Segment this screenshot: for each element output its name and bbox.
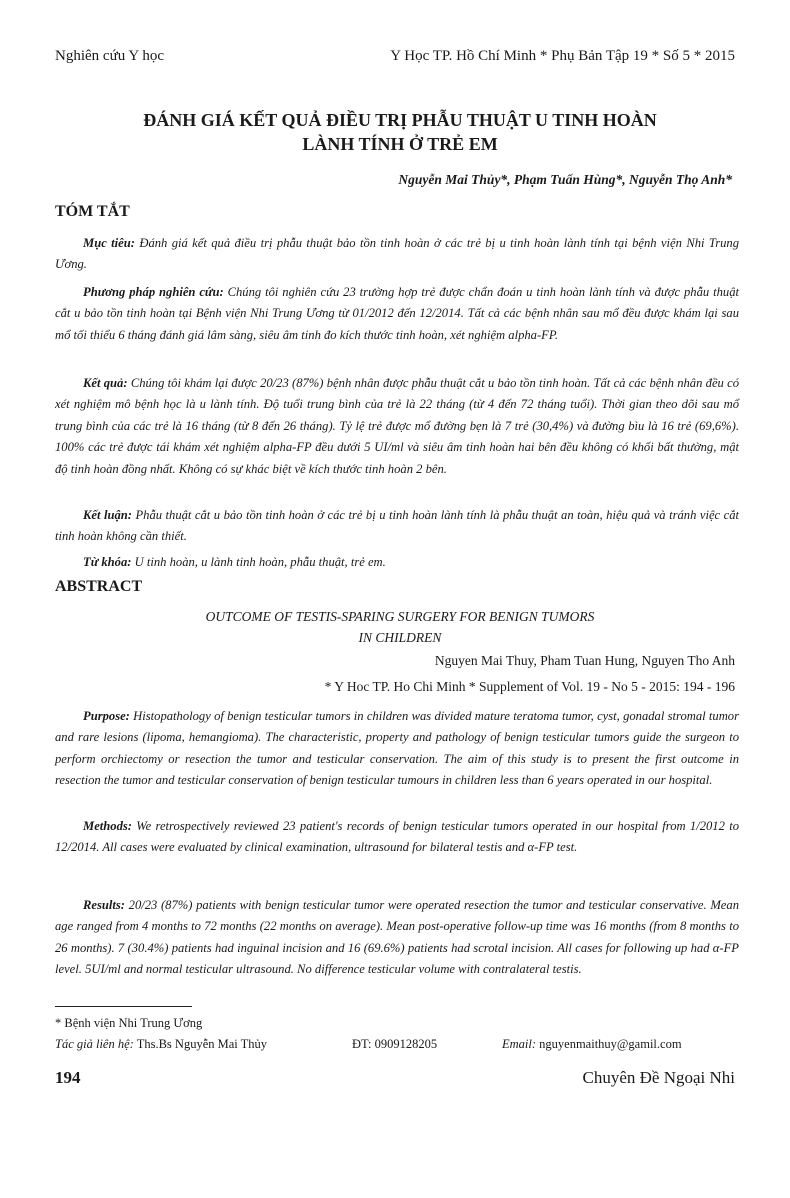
authors-en: Nguyen Mai Thuy, Pham Tuan Hung, Nguyen Tho Anh (434, 653, 735, 668)
summary-methods (55, 282, 739, 346)
contact-label: Tác giả liên hệ: (55, 1037, 134, 1051)
para-text: We retrospectively reviewed 23 patient's records of benign testicular tumors operated in our hospital from 1/2012 to 12/2014. All cases were evaluated by clinical examination, ultrasound for bilateral testis and α-FP test. (55, 819, 739, 855)
para-label: Từ khóa: (83, 555, 132, 569)
summary-objective (55, 233, 739, 276)
para-label: Phương pháp nghiên cứu: (83, 285, 224, 299)
para-text: U tinh hoàn, u lành tinh hoàn, phẫu thuật, trẻ em. (131, 555, 386, 569)
contact-name: Ths.Bs Nguyễn Mai Thủy (136, 1037, 268, 1051)
citation: * Y Hoc TP. Ho Chi Minh * Supplement of Vol. 19 - No 5 - 2015: 194 - 196 (324, 679, 735, 694)
summary-results (55, 373, 739, 480)
title-line-2: LÀNH TÍNH Ở TRẺ EM (302, 134, 498, 154)
abstract-methods (55, 816, 739, 859)
section-name: Chuyên Đề Ngoại Nhi (582, 1068, 735, 1087)
para-text: Chúng tôi khám lại được 20/23 (87%) bệnh nhân được phẫu thuật cắt u bảo tồn tinh hoàn. Tất cả các bệnh nhân đều có xét nghiệm mô bệnh học là u lành tính. Độ tuổi trung bình của trẻ là 22 tháng (từ 4 đến 72 tháng tuổi). Thời gian theo dõi sau mổ trung bình của các trẻ là 16 tháng (từ 8 đến 26 tháng). Tỷ lệ trẻ được mổ đường bẹn là 7 trẻ (30,4%) và đường bìu là 16 trẻ (69,6%). 100% các trẻ được tái khám xét nghiệm alpha-FP đều dưới 5 UI/ml và siêu âm tinh hoàn hai bên đều không có khối bất thường, mật độ tinh hoàn đồng nhất. Không có sự khác biệt về kích thước tinh hoàn 2 bên. (55, 376, 739, 476)
footnote-contact (55, 1037, 745, 1052)
para-text: Chúng tôi nghiên cứu 23 trường hợp trẻ được chẩn đoán u tinh hoàn lành tính và được phẫu thuật cắt u bảo tồn tinh hoàn tại Bệnh viện Nhi Trung Ương từ 01/2012 đến 12/2014. Tất cả các bệnh nhân sau mổ đều được khám lại sau mổ tối thiểu 6 tháng đánh giá lâm sàng, siêu âm tinh đo kích thước tinh hoàn, xét nghiệm alpha-FP. (55, 285, 739, 342)
para-label: Mục tiêu: (83, 236, 135, 250)
contact-email: nguyenmaithuy@gamil.com (539, 1037, 682, 1051)
summary-keywords (55, 552, 739, 573)
title-line-1: ĐÁNH GIÁ KẾT QUẢ ĐIỀU TRỊ PHẪU THUẬT U TINH HOÀN (143, 110, 657, 130)
footnote-affiliation: * Bệnh viện Nhi Trung Ương (55, 1016, 203, 1030)
running-header-left: Nghiên cứu Y học (55, 48, 165, 64)
authors-vi: Nguyễn Mai Thủy*, Phạm Tuấn Hùng*, Nguyễn Thọ Anh* (398, 172, 732, 187)
email-label: Email: (502, 1037, 537, 1051)
para-label: Kết quả: (83, 376, 128, 390)
para-label: Purpose: (83, 709, 130, 723)
para-label: Methods: (83, 819, 132, 833)
abstract-title-line-1: OUTCOME OF TESTIS-SPARING SURGERY FOR BENIGN TUMORS (205, 609, 595, 624)
para-text: Đánh giá kết quả điều trị phẫu thuật bảo tồn tinh hoàn ở các trẻ bị u tinh hoàn lành tính tại bệnh viện Nhi Trung Ương. (55, 236, 740, 272)
contact-phone: ĐT: 0909128205 (352, 1037, 438, 1051)
running-header-right: Y Học TP. Hồ Chí Minh * Phụ Bản Tập 19 * Số 5 * 2015 (390, 48, 735, 64)
summary-heading: TÓM TẮT (55, 203, 130, 220)
para-label: Results: (83, 898, 125, 912)
abstract-results (55, 895, 739, 981)
page-number: 194 (55, 1068, 81, 1087)
abstract-title (60, 606, 740, 648)
para-text: 20/23 (87%) patients with benign testicular tumor were operated resection the tumor and testicular conservative. Mean age ranged from 4 months to 72 months (22 months on average). Mean post-operative follow-up time was 16 months (from 8 months to 26 months). 7 (30.4%) patients had inguinal incision and 16 (69.6%) patients had scrotal incision. All cases for following up had α-FP level. 5UI/ml and normal testicular ultrasound. No difference testicular volume with contralateral testis. (55, 898, 739, 977)
para-text: Histopathology of benign testicular tumors in children was divided mature teratoma tumor, cyst, gonadal stromal tumor and rare lesions (lipoma, hemangioma). The characteristic, property and pathology of benign testicular tumors guide the surgeon to perform orchiectomy or resection the tumor and testicular conservation. The aim of this study is to present the first outcome in resection the tumor and testicular conservation of benign testicular tumours in children less than 6 years operated in our hospital. (55, 709, 739, 788)
para-text: Phẫu thuật cắt u bảo tồn tinh hoàn ở các trẻ bị u tinh hoàn lành tính là phẫu thuật an toàn, hiệu quả và tránh việc cắt tinh hoàn không cần thiết. (55, 508, 739, 544)
abstract-title-line-2: IN CHILDREN (358, 630, 442, 645)
abstract-purpose (55, 706, 739, 792)
article-title (60, 108, 740, 156)
para-label: Kết luận: (83, 508, 132, 522)
footnote-divider (55, 1006, 192, 1007)
summary-conclusion (55, 505, 739, 548)
abstract-heading: ABSTRACT (55, 578, 143, 595)
